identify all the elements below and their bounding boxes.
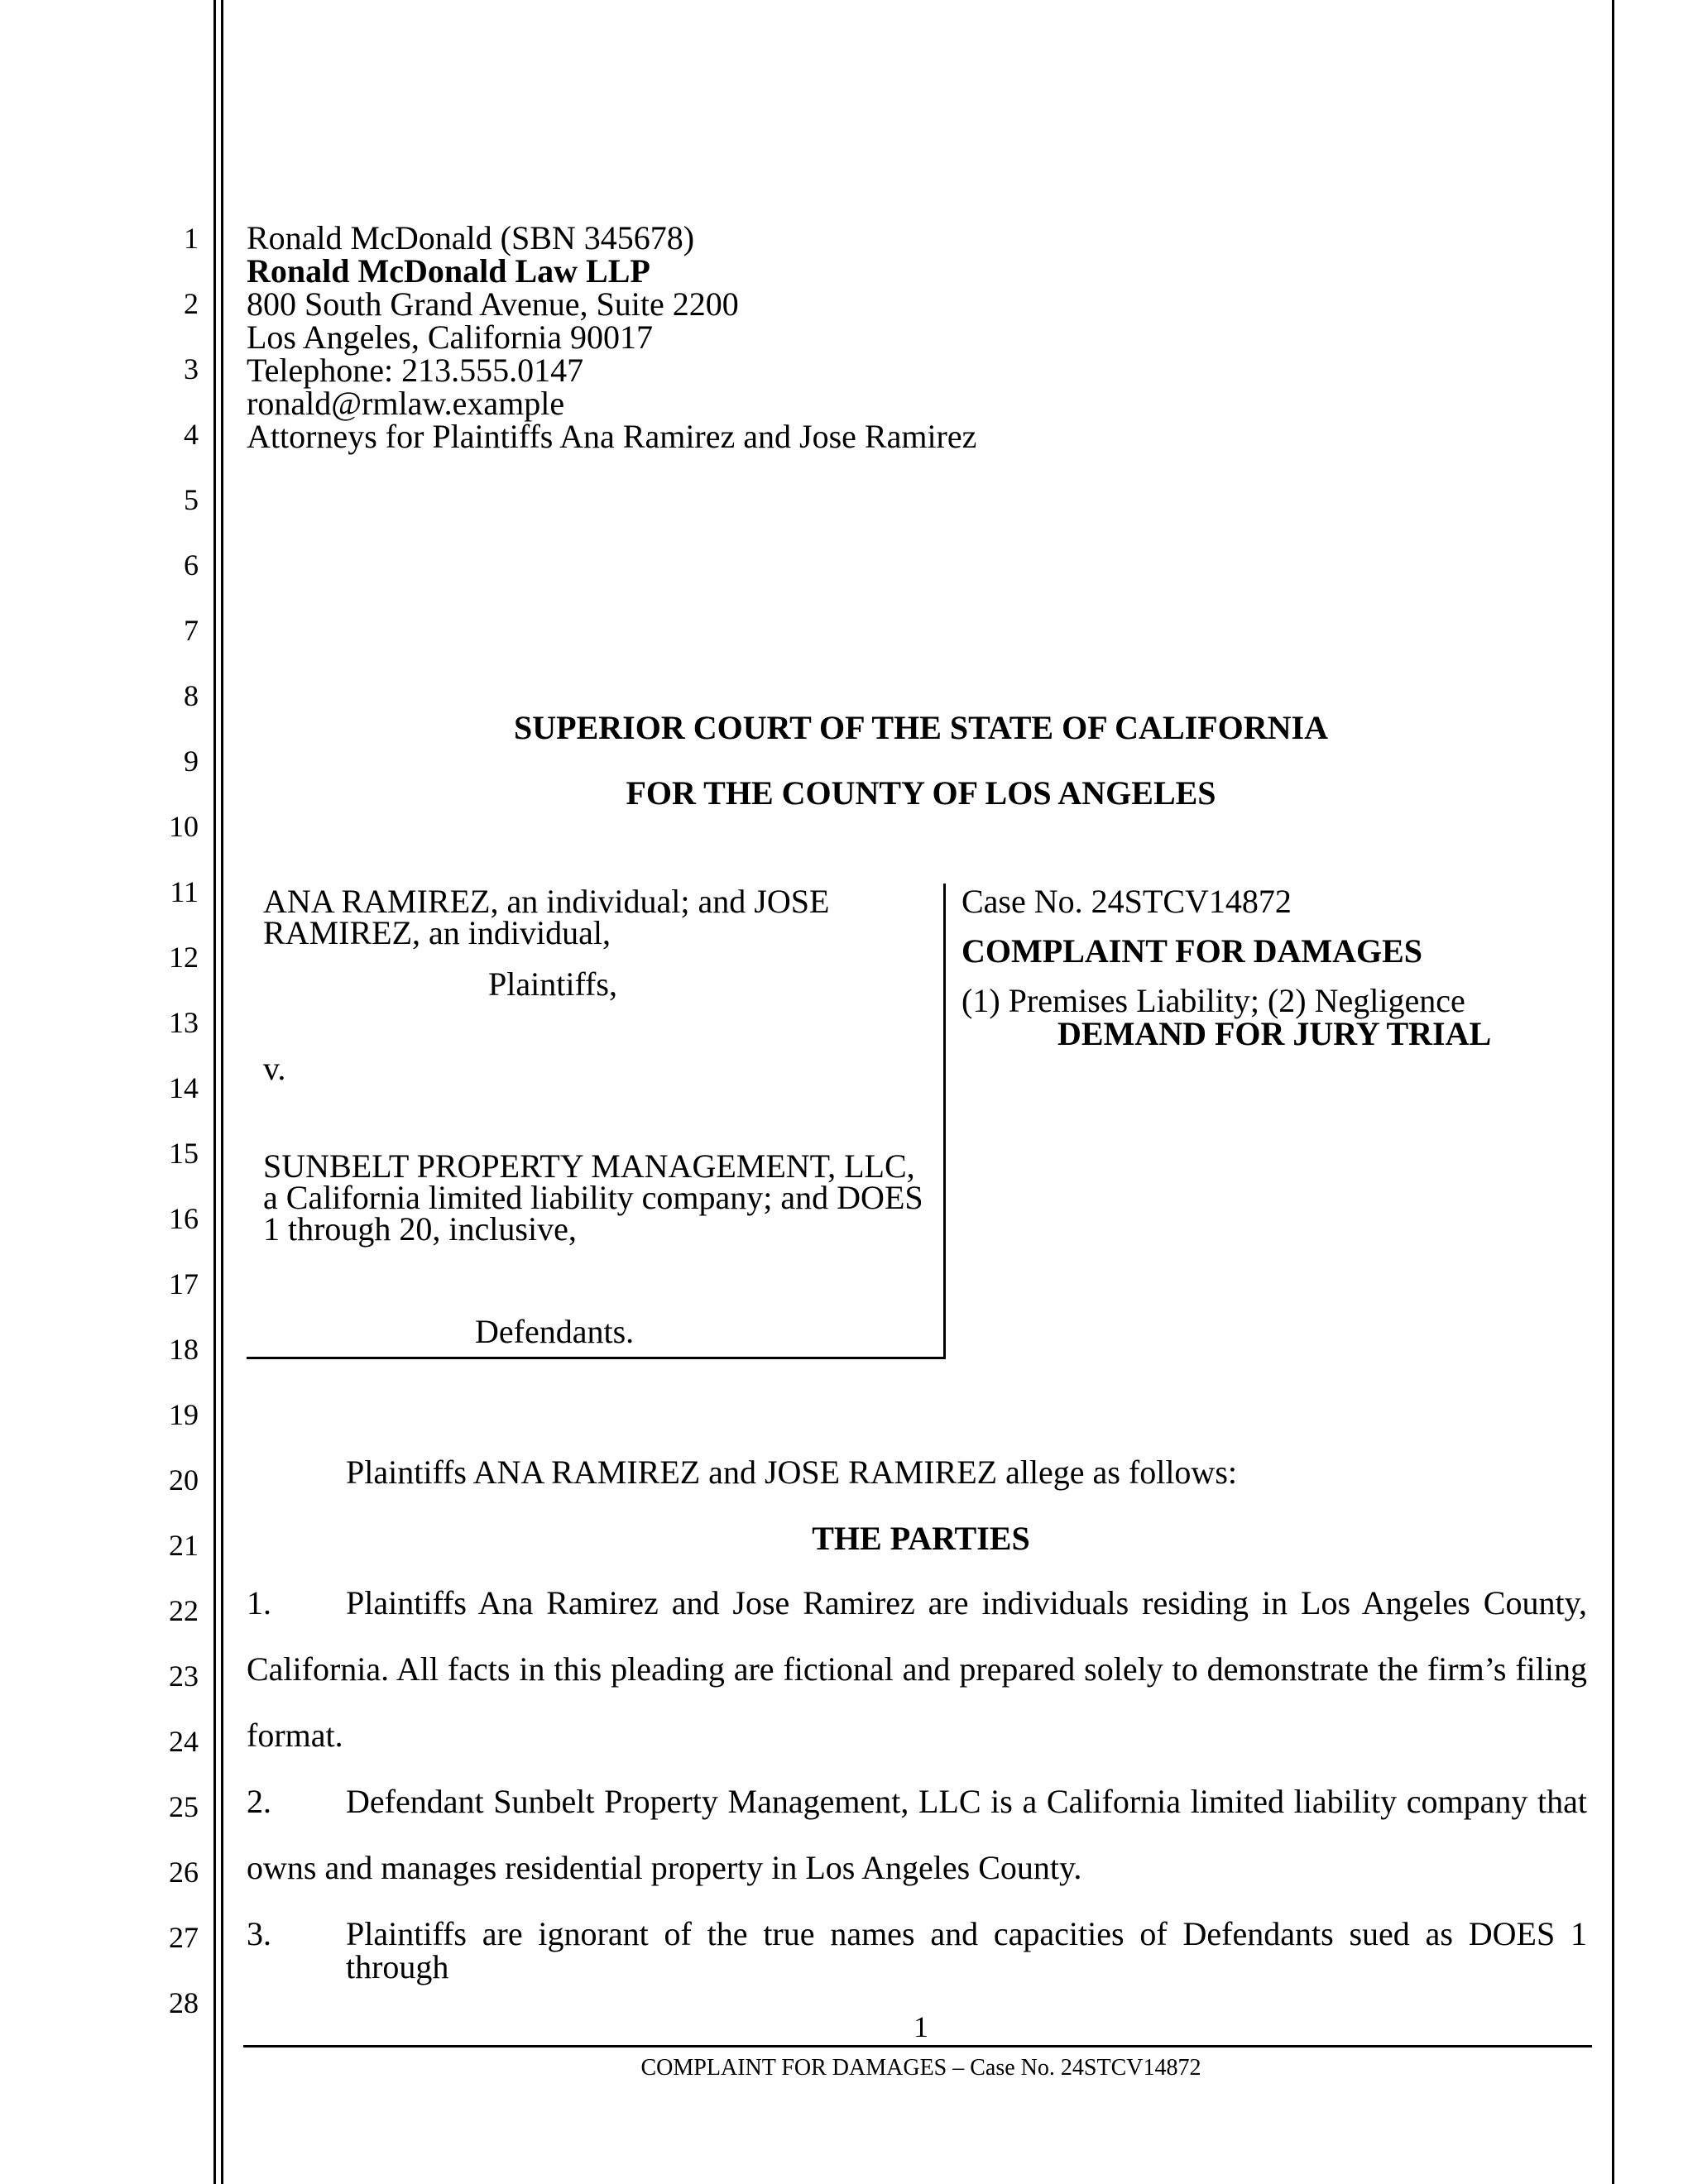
line-number: 25 xyxy=(169,1790,199,1823)
firm-email: ronald@rmlaw.example xyxy=(247,385,565,422)
causes-of-action: (1) Premises Liability; (2) Negligence xyxy=(961,982,1465,1019)
line-number: 6 xyxy=(184,548,199,582)
jury-demand: DEMAND FOR JURY TRIAL xyxy=(1057,1015,1492,1052)
line-number: 17 xyxy=(169,1267,199,1300)
firm-address-line2: Los Angeles, California 90017 xyxy=(247,318,654,356)
line-number: 26 xyxy=(169,1856,199,1889)
line-number: 19 xyxy=(169,1398,199,1431)
line-number: 5 xyxy=(184,483,199,516)
case-number: Case No. 24STCV14872 xyxy=(961,883,1292,920)
line-number: 28 xyxy=(169,1986,199,2019)
line-number: 22 xyxy=(169,1594,199,1627)
firm-telephone: Telephone: 213.555.0147 xyxy=(247,352,584,389)
paragraph-2-line2: owns and manages residential property in Los Angeles County. xyxy=(247,1849,1082,1886)
line-number: 8 xyxy=(184,679,199,712)
defendants-line1: SUNBELT PROPERTY MANAGEMENT, LLC, xyxy=(263,1147,915,1185)
line-number: 23 xyxy=(169,1660,199,1693)
court-name: SUPERIOR COURT OF THE STATE OF CALIFORNIA xyxy=(514,709,1328,746)
page-number: 1 xyxy=(914,2010,928,2043)
paragraph-1-line2: California. All facts in this pleading are fictional and prepared solely to demonstrate the firm’s filing xyxy=(247,1650,1587,1688)
paragraph-2-line1: Defendant Sunbelt Property Management, LLC is a California limited liability company that xyxy=(346,1783,1587,1820)
attorney-name: Ronald McDonald (SBN 345678) xyxy=(247,219,695,256)
line-number: 18 xyxy=(169,1333,199,1366)
defendants-label: Defendants. xyxy=(475,1313,635,1350)
plaintiffs-line2: RAMIREZ, an individual, xyxy=(263,914,611,951)
paragraph-1-line1: Plaintiffs Ana Ramirez and Jose Ramirez are individuals residing in Los Angeles County, xyxy=(346,1584,1587,1621)
caption-box xyxy=(247,884,946,1359)
line-number: 21 xyxy=(169,1529,199,1562)
firm-name: Ronald McDonald Law LLP xyxy=(247,252,650,290)
paragraph-number: 2. xyxy=(247,1783,271,1820)
line-number: 11 xyxy=(170,875,199,908)
line-number: 10 xyxy=(169,810,199,843)
line-number: 13 xyxy=(169,1006,199,1039)
line-number: 20 xyxy=(169,1463,199,1497)
left-margin-rule-outer xyxy=(213,0,216,2184)
line-number: 1 xyxy=(184,222,199,255)
firm-address-line1: 800 South Grand Avenue, Suite 2200 xyxy=(247,285,739,323)
plaintiffs-label: Plaintiffs, xyxy=(488,965,617,1003)
document-title: COMPLAINT FOR DAMAGES xyxy=(961,932,1423,970)
line-number: 7 xyxy=(184,614,199,647)
line-number: 2 xyxy=(184,287,199,320)
defendants-line2: a California limited liability company; and DOES xyxy=(263,1179,923,1216)
line-number: 4 xyxy=(184,418,199,451)
line-number: 12 xyxy=(169,941,199,974)
right-margin-rule xyxy=(1612,0,1614,2184)
versus: v. xyxy=(263,1050,286,1087)
footer-rule xyxy=(243,2045,1592,2048)
line-number: 9 xyxy=(184,745,199,778)
paragraph-3-line1: Plaintiffs are ignorant of the true names and capacities of Defendants sued as DOES 1 through xyxy=(346,1915,1587,1985)
plaintiffs-line1: ANA RAMIREZ, an individual; and JOSE xyxy=(263,883,830,920)
court-county: FOR THE COUNTY OF LOS ANGELES xyxy=(626,774,1216,812)
footer-text: COMPLAINT FOR DAMAGES – Case No. 24STCV14872 xyxy=(640,2055,1201,2081)
paragraph-1-line3: format. xyxy=(247,1717,343,1754)
attorney-representation: Attorneys for Plaintiffs Ana Ramirez and Jose Ramirez xyxy=(247,418,977,455)
line-number: 3 xyxy=(184,352,199,386)
line-number: 16 xyxy=(169,1202,199,1235)
line-number: 24 xyxy=(169,1725,199,1758)
intro-paragraph: Plaintiffs ANA RAMIREZ and JOSE RAMIREZ allege as follows: xyxy=(346,1454,1237,1491)
defendants-line3: 1 through 20, inclusive, xyxy=(263,1210,577,1248)
left-margin-rule-inner xyxy=(221,0,223,2184)
paragraph-number: 3. xyxy=(247,1915,271,1952)
line-number: 27 xyxy=(169,1921,199,1954)
section-heading-parties: THE PARTIES xyxy=(812,1520,1030,1557)
paragraph-number: 1. xyxy=(247,1584,271,1621)
line-number: 14 xyxy=(169,1071,199,1104)
line-number: 15 xyxy=(169,1137,199,1170)
